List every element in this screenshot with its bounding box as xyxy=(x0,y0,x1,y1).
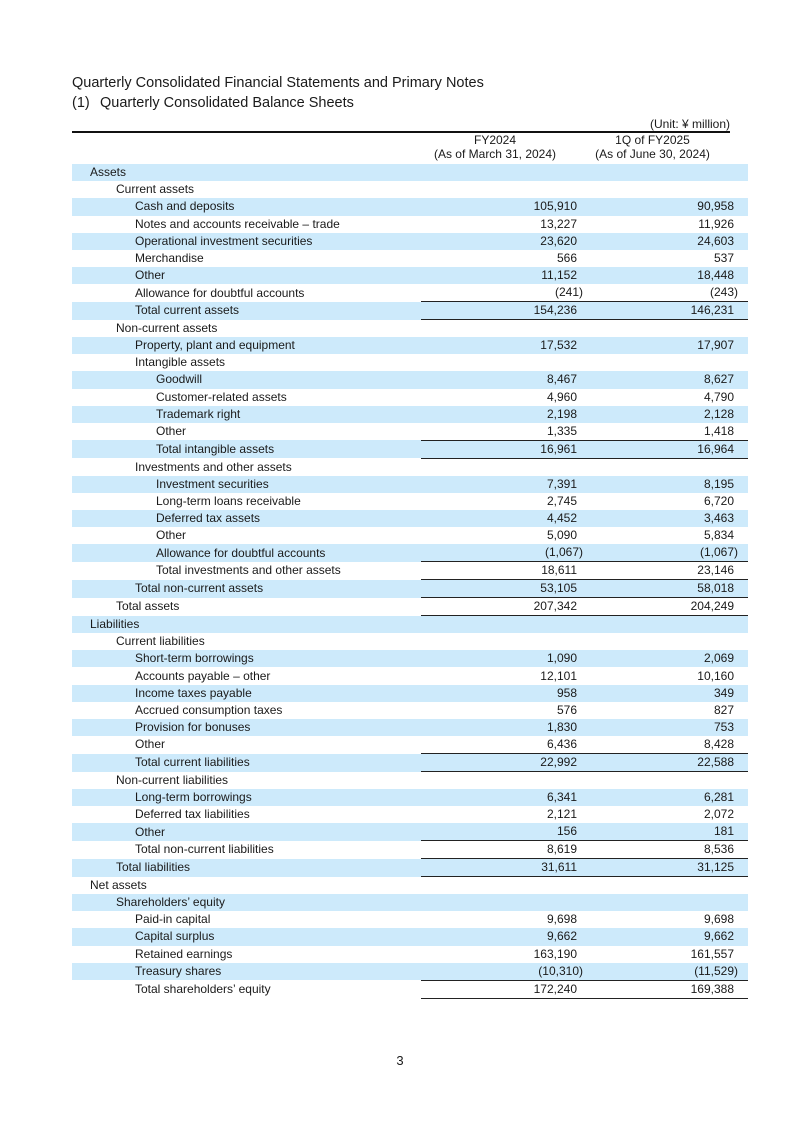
total-row xyxy=(72,980,748,998)
table-row xyxy=(72,772,748,789)
table-row xyxy=(72,823,748,841)
balance-sheet-table xyxy=(72,164,748,999)
table-row xyxy=(72,354,748,371)
row-label: Long-term borrowings xyxy=(72,789,421,806)
value-fy2024: (241) xyxy=(554,285,583,300)
table-row xyxy=(72,284,748,302)
table-row xyxy=(72,946,748,963)
value-fy2024: 7,391 xyxy=(421,476,593,493)
value-1q-fy2025: 31,125 xyxy=(593,859,748,877)
value-1q-fy2025 xyxy=(593,772,748,789)
row-label: Other xyxy=(72,823,421,841)
value-1q-fy2025: (11,529) xyxy=(593,963,748,981)
value-fy2024: 207,342 xyxy=(421,598,593,616)
row-label: Income taxes payable xyxy=(72,685,421,702)
row-label: Customer-related assets xyxy=(156,389,287,404)
total-row xyxy=(72,598,748,616)
value-fy2024: 4,960 xyxy=(546,389,577,404)
row-label: Current liabilities xyxy=(116,634,205,649)
total-row xyxy=(72,302,748,320)
document-heading: Quarterly Consolidated Financial Statements and Primary Notes xyxy=(72,75,484,91)
value-1q-fy2025: 8,627 xyxy=(593,371,748,388)
value-1q-fy2025 xyxy=(593,894,748,911)
value-1q-fy2025: 3,463 xyxy=(593,510,748,527)
row-label: Capital surplus xyxy=(72,928,421,945)
unit-label: (Unit: ¥ million) xyxy=(649,117,730,131)
table-row xyxy=(72,389,748,406)
row-label: Net assets xyxy=(90,877,147,892)
row-label: Other xyxy=(156,424,187,439)
row-label: Short-term borrowings xyxy=(72,650,421,667)
value-1q-fy2025: 8,195 xyxy=(593,476,748,493)
table-row xyxy=(72,633,748,650)
value-1q-fy2025: 161,557 xyxy=(690,946,734,961)
value-fy2024: 576 xyxy=(556,702,577,717)
value-1q-fy2025 xyxy=(593,458,748,475)
value-fy2024: 105,910 xyxy=(421,198,593,215)
value-fy2024: 9,698 xyxy=(546,912,577,927)
row-label: Accounts payable – other xyxy=(135,668,271,683)
row-label: Trademark right xyxy=(72,406,421,423)
value-fy2024: (1,067) xyxy=(421,544,593,562)
row-label: Retained earnings xyxy=(135,946,233,961)
table-row xyxy=(72,702,748,719)
row-label: Non-current liabilities xyxy=(116,772,229,787)
value-fy2024: 1,090 xyxy=(421,650,593,667)
value-1q-fy2025: 6,720 xyxy=(703,493,734,508)
table-row xyxy=(72,164,748,181)
row-label: Other xyxy=(135,737,166,752)
column-header-period: FY2024 xyxy=(473,133,517,147)
value-1q-fy2025: 17,907 xyxy=(593,337,748,354)
table-row xyxy=(72,423,748,441)
value-fy2024: 2,121 xyxy=(546,807,577,822)
column-header-date: (As of June 30, 2024) xyxy=(595,147,710,161)
row-label: Allowance for doubtful accounts xyxy=(135,285,305,300)
table-row xyxy=(72,650,748,667)
row-label: Cash and deposits xyxy=(72,198,421,215)
table-row xyxy=(72,963,748,981)
value-fy2024: 53,105 xyxy=(421,580,593,598)
table-row xyxy=(72,527,748,544)
value-fy2024 xyxy=(421,894,593,911)
section-title: Quarterly Consolidated Balance Sheets xyxy=(100,95,354,111)
table-row xyxy=(72,806,748,823)
row-label: Assets xyxy=(72,164,421,181)
value-1q-fy2025: 10,160 xyxy=(697,668,734,683)
table-row xyxy=(72,181,748,198)
value-1q-fy2025 xyxy=(593,354,748,371)
value-1q-fy2025: 5,834 xyxy=(703,528,734,543)
row-label: Operational investment securities xyxy=(72,233,421,250)
value-1q-fy2025: 58,018 xyxy=(593,580,748,598)
value-fy2024: 9,662 xyxy=(421,928,593,945)
value-1q-fy2025: 90,958 xyxy=(593,198,748,215)
table-row xyxy=(72,493,748,510)
value-1q-fy2025: 9,698 xyxy=(703,912,734,927)
row-label: Current assets xyxy=(116,182,195,197)
value-fy2024: 172,240 xyxy=(421,980,593,998)
value-1q-fy2025: 827 xyxy=(713,702,734,717)
row-label: Non-current assets xyxy=(116,320,218,335)
row-label: Total intangible assets xyxy=(72,440,421,458)
page-number: 3 xyxy=(396,1053,404,1068)
value-1q-fy2025: 181 xyxy=(593,823,748,841)
value-1q-fy2025: 2,069 xyxy=(593,650,748,667)
value-fy2024: 163,190 xyxy=(533,946,577,961)
row-label: Merchandise xyxy=(135,251,204,266)
value-1q-fy2025: 24,603 xyxy=(593,233,748,250)
table-row xyxy=(72,337,748,354)
total-row xyxy=(72,580,748,598)
value-fy2024: 13,227 xyxy=(540,216,577,231)
table-row xyxy=(72,320,748,337)
value-1q-fy2025: 11,926 xyxy=(698,216,734,231)
row-label: Intangible assets xyxy=(135,355,226,370)
table-row xyxy=(72,476,748,493)
row-label: Notes and accounts receivable – trade xyxy=(135,216,340,231)
row-label: Total shareholders’ equity xyxy=(135,981,271,996)
value-fy2024: 958 xyxy=(421,685,593,702)
section-heading xyxy=(72,94,354,112)
value-1q-fy2025: 349 xyxy=(593,685,748,702)
row-label: Total non-current liabilities xyxy=(135,842,274,857)
column-header-period: 1Q of FY2025 xyxy=(615,133,690,147)
value-fy2024: 566 xyxy=(556,251,577,266)
value-fy2024: 17,532 xyxy=(421,337,593,354)
value-fy2024: 2,198 xyxy=(421,406,593,423)
table-row xyxy=(72,250,748,267)
value-fy2024 xyxy=(421,181,593,198)
value-fy2024: 8,467 xyxy=(421,371,593,388)
value-fy2024: 23,620 xyxy=(421,233,593,250)
row-label: Long-term loans receivable xyxy=(156,493,301,508)
table-row xyxy=(72,371,748,388)
row-label: Other xyxy=(72,267,421,284)
table-row xyxy=(72,406,748,423)
value-1q-fy2025: 146,231 xyxy=(593,302,748,320)
row-label: Total current assets xyxy=(72,302,421,320)
value-1q-fy2025: 8,536 xyxy=(593,841,748,859)
value-fy2024 xyxy=(421,458,593,475)
row-label: Provision for bonuses xyxy=(72,719,421,736)
value-fy2024: 5,090 xyxy=(546,528,577,543)
value-fy2024: 12,101 xyxy=(540,668,577,683)
row-label: Goodwill xyxy=(72,371,421,388)
value-1q-fy2025: 753 xyxy=(593,719,748,736)
value-1q-fy2025 xyxy=(593,633,748,650)
table-row xyxy=(72,877,748,894)
row-label: Treasury shares xyxy=(72,963,421,981)
row-label: Property, plant and equipment xyxy=(72,337,421,354)
table-row xyxy=(72,216,748,233)
value-1q-fy2025: 6,281 xyxy=(593,789,748,806)
row-label: Investments and other assets xyxy=(135,459,292,474)
table-row xyxy=(72,544,748,562)
value-1q-fy2025: 22,588 xyxy=(593,754,748,772)
total-row xyxy=(72,562,748,580)
value-fy2024: 4,452 xyxy=(421,510,593,527)
column-header-1q-fy2025 xyxy=(575,133,730,161)
value-1q-fy2025 xyxy=(593,877,748,894)
row-label: Total investments and other assets xyxy=(156,563,341,578)
value-fy2024: 16,961 xyxy=(421,440,593,458)
table-row xyxy=(72,198,748,215)
column-header-date: (As of March 31, 2024) xyxy=(433,147,557,161)
row-label: Deferred tax liabilities xyxy=(135,807,250,822)
value-fy2024: 154,236 xyxy=(421,302,593,320)
value-1q-fy2025: 169,388 xyxy=(593,980,748,998)
row-label: Total current liabilities xyxy=(72,754,421,772)
value-1q-fy2025: 8,428 xyxy=(703,737,734,752)
column-header-fy2024 xyxy=(405,133,585,161)
value-fy2024: (10,310) xyxy=(421,963,593,981)
value-1q-fy2025 xyxy=(593,164,748,181)
row-label: Deferred tax assets xyxy=(72,510,421,527)
value-fy2024: 8,619 xyxy=(421,841,593,859)
table-row xyxy=(72,267,748,284)
value-1q-fy2025: 9,662 xyxy=(593,928,748,945)
row-label: Liabilities xyxy=(72,616,421,633)
value-1q-fy2025: 4,790 xyxy=(703,389,734,404)
value-1q-fy2025: 537 xyxy=(713,251,734,266)
value-fy2024 xyxy=(421,354,593,371)
row-label: Shareholders’ equity xyxy=(72,894,421,911)
value-fy2024: 6,341 xyxy=(421,789,593,806)
row-label: Allowance for doubtful accounts xyxy=(72,544,421,562)
value-1q-fy2025: 204,249 xyxy=(593,598,748,616)
section-number: (1) xyxy=(72,95,90,111)
table-row xyxy=(72,685,748,702)
table-row xyxy=(72,616,748,633)
value-fy2024: 22,992 xyxy=(421,754,593,772)
table-row xyxy=(72,911,748,928)
value-fy2024: 31,611 xyxy=(421,859,593,877)
value-fy2024 xyxy=(421,877,593,894)
value-fy2024: 1,335 xyxy=(546,423,577,438)
value-fy2024: 1,830 xyxy=(421,719,593,736)
value-1q-fy2025: 23,146 xyxy=(593,562,748,580)
table-row xyxy=(72,719,748,736)
table-row xyxy=(72,789,748,806)
total-row xyxy=(72,859,748,877)
value-1q-fy2025: 18,448 xyxy=(593,267,748,284)
value-1q-fy2025: (1,067) xyxy=(593,544,748,562)
row-label: Total non-current assets xyxy=(72,580,421,598)
table-row xyxy=(72,928,748,945)
value-fy2024: 18,611 xyxy=(421,562,593,580)
value-fy2024 xyxy=(421,616,593,633)
value-1q-fy2025: 2,072 xyxy=(703,807,734,822)
value-1q-fy2025 xyxy=(593,320,748,337)
value-fy2024: 2,745 xyxy=(546,493,577,508)
row-label: Other xyxy=(156,528,187,543)
table-row xyxy=(72,510,748,527)
total-row xyxy=(72,440,748,458)
value-1q-fy2025: 16,964 xyxy=(593,440,748,458)
value-1q-fy2025: (243) xyxy=(709,285,738,300)
table-row xyxy=(72,667,748,684)
value-fy2024 xyxy=(421,633,593,650)
row-label: Paid-in capital xyxy=(135,912,211,927)
table-row xyxy=(72,458,748,475)
table-row xyxy=(72,736,748,754)
row-label: Total liabilities xyxy=(72,859,421,877)
row-label: Total assets xyxy=(116,599,180,614)
value-1q-fy2025 xyxy=(593,181,748,198)
value-fy2024: 156 xyxy=(421,823,593,841)
value-fy2024: 11,152 xyxy=(421,267,593,284)
table-row xyxy=(72,894,748,911)
row-label: Accrued consumption taxes xyxy=(135,702,283,717)
value-1q-fy2025: 2,128 xyxy=(593,406,748,423)
total-row xyxy=(72,841,748,859)
value-fy2024: 6,436 xyxy=(546,737,577,752)
value-fy2024 xyxy=(421,164,593,181)
value-1q-fy2025: 1,418 xyxy=(703,423,734,438)
value-fy2024 xyxy=(421,772,593,789)
value-fy2024 xyxy=(421,320,593,337)
table-row xyxy=(72,233,748,250)
value-1q-fy2025 xyxy=(593,616,748,633)
row-label: Investment securities xyxy=(72,476,421,493)
total-row xyxy=(72,754,748,772)
